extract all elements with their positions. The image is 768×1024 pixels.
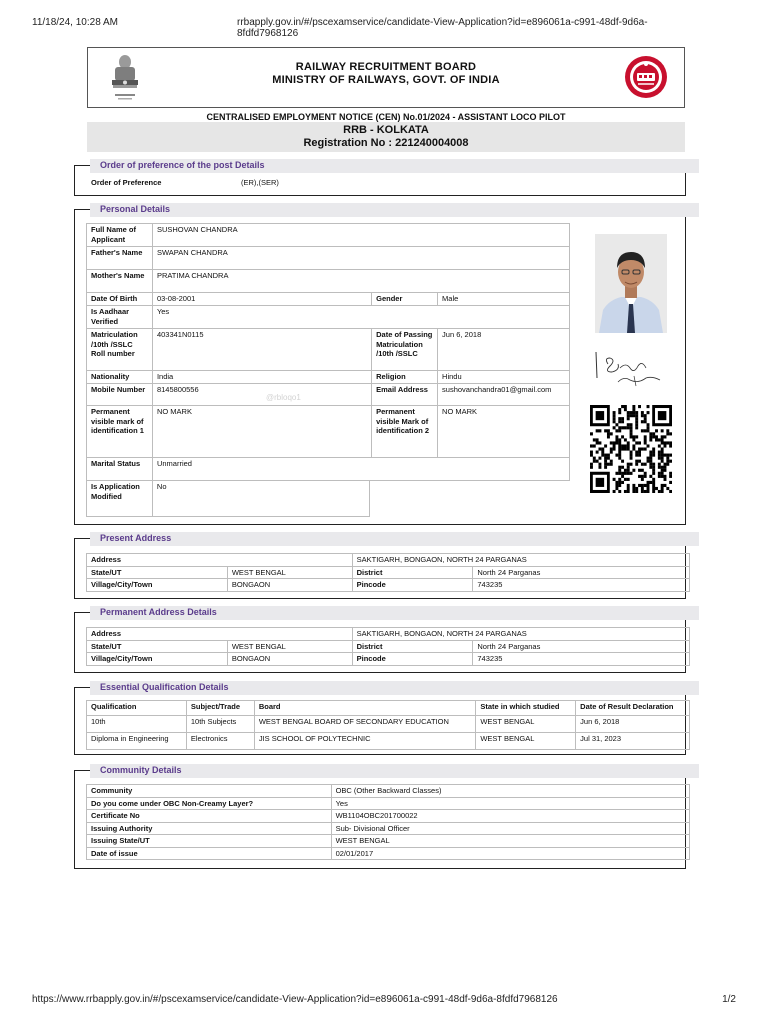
permanent-pincode-value: 743235 [473, 653, 690, 666]
gender-value: Male [438, 293, 570, 306]
table-header-row [87, 701, 690, 716]
nationality-value: India [152, 371, 371, 384]
table-cell: Jun 6, 2018 [576, 716, 690, 733]
table-cell: OBC (Other Backward Classes) [331, 785, 689, 798]
board-name: RAILWAY RECRUITMENT BOARD [295, 61, 477, 73]
father-value: SWAPAN CHANDRA [152, 247, 569, 270]
table-cell: Community [87, 785, 332, 798]
full-name-label: Full Name of Applicant [87, 224, 153, 247]
permanent-village-value: BONGAON [227, 653, 352, 666]
table-cell: WEST BENGAL [331, 835, 689, 848]
table-cell: Sub- Divisional Officer [331, 822, 689, 835]
table-cell: WB1104OBC201700022 [331, 810, 689, 823]
present-pincode-value: 743235 [473, 579, 690, 592]
nationality-label: Nationality [87, 371, 153, 384]
print-url: rrbapply.gov.in/#/pscexamservice/candidate-View-Application?id=e896061a-c991-48df-9d6a-8fdfd7968126 [237, 17, 648, 39]
table-row [87, 797, 690, 810]
permanent-district-value: North 24 Parganas [473, 640, 690, 653]
marital-label: Marital Status [87, 458, 153, 481]
table-row [87, 653, 690, 666]
preference-heading: Order of preference of the post Details [90, 159, 699, 173]
table-cell: Issuing Authority [87, 822, 332, 835]
present-state-label: State/UT [87, 566, 228, 579]
table-row [87, 329, 570, 371]
table-cell: 02/01/2017 [331, 847, 689, 860]
ministry-name: MINISTRY OF RAILWAYS, GOVT. OF INDIA [272, 74, 500, 86]
table-cell: Do you come under OBC Non-Creamy Layer? [87, 797, 332, 810]
table-row [87, 810, 690, 823]
email-label: Email Address [372, 384, 438, 406]
rrb-band [87, 122, 685, 152]
mother-value: PRATIMA CHANDRA [152, 270, 569, 293]
watermark-text: @rbloqo1 [266, 393, 301, 402]
column-header: Date of Result Declaration [576, 701, 690, 716]
community-table [86, 784, 690, 860]
preference-label: Order of Preference [91, 178, 162, 187]
mother-label: Mother's Name [87, 270, 153, 293]
table-row [87, 481, 370, 517]
applicant-signature [590, 348, 672, 388]
registration-number: Registration No : 221240004008 [303, 137, 469, 149]
table-cell: WEST BENGAL [476, 733, 576, 750]
table-cell: Issuing State/UT [87, 835, 332, 848]
column-header: State in which studied [476, 701, 576, 716]
religion-label: Religion [372, 371, 438, 384]
table-cell: Diploma in Engineering [87, 733, 187, 750]
cen-title: CENTRALISED EMPLOYMENT NOTICE (CEN) No.01/2024 - ASSISTANT LOCO PILOT [206, 112, 566, 122]
permanent-address-table [86, 627, 690, 666]
table-row [87, 458, 570, 481]
table-row [87, 785, 690, 798]
permanent-pincode-label: Pincode [352, 653, 473, 666]
full-name-value: SUSHOVAN CHANDRA [152, 224, 569, 247]
present-village-value: BONGAON [227, 579, 352, 592]
table-cell: Date of issue [87, 847, 332, 860]
matric-label: Matriculation /10th /SSLC Roll number [87, 329, 153, 371]
column-header: Subject/Trade [186, 701, 254, 716]
table-cell: Certificate No [87, 810, 332, 823]
table-row [87, 293, 570, 306]
qualification-table [86, 700, 690, 750]
table-row [87, 224, 570, 247]
table-row [87, 554, 690, 567]
table-row [87, 640, 690, 653]
table-cell: JIS SCHOOL OF POLYTECHNIC [254, 733, 476, 750]
mobile-label: Mobile Number [87, 384, 153, 406]
mark2-label: Permanent visible Mark of identification 2 [372, 406, 438, 458]
table-row [87, 579, 690, 592]
matric-date-label: Date of Passing Matriculation /10th /SSLC [372, 329, 438, 371]
modified-table [86, 480, 370, 517]
table-cell: 10th Subjects [186, 716, 254, 733]
dob-label: Date Of Birth [87, 293, 153, 306]
present-state-value: WEST BENGAL [227, 566, 352, 579]
matric-date-value: Jun 6, 2018 [438, 329, 570, 371]
permanent-state-value: WEST BENGAL [227, 640, 352, 653]
present-district-label: District [352, 566, 473, 579]
personal-table [86, 223, 570, 481]
table-cell: 10th [87, 716, 187, 733]
permanent-address-heading: Permanent Address Details [90, 606, 699, 620]
table-row [87, 406, 570, 458]
present-address-table [86, 553, 690, 592]
present-address-value: SAKTIGARH, BONGAON, NORTH 24 PARGANAS [352, 554, 689, 567]
qualification-heading: Essential Qualification Details [90, 681, 699, 695]
table-row [87, 306, 570, 329]
mark2-value: NO MARK [438, 406, 570, 458]
present-village-label: Village/City/Town [87, 579, 228, 592]
indian-railways-logo-icon [624, 55, 668, 99]
personal-heading: Personal Details [90, 203, 699, 217]
footer-url: https://www.rrbapply.gov.in/#/pscexamservice/candidate-View-Application?id=e896061a-c991-48df-9d6a-8fdfd7968126 [32, 994, 558, 1005]
applicant-photo [595, 234, 667, 333]
permanent-address-label: Address [87, 628, 353, 641]
print-timestamp: 11/18/24, 10:28 AM [32, 17, 118, 28]
present-pincode-label: Pincode [352, 579, 473, 592]
rrb-name: RRB - KOLKATA [343, 124, 429, 136]
permanent-district-label: District [352, 640, 473, 653]
aadhaar-label: Is Aadhaar Verified [87, 306, 153, 329]
permanent-address-value: SAKTIGARH, BONGAON, NORTH 24 PARGANAS [352, 628, 689, 641]
table-row [87, 733, 690, 750]
aadhaar-value: Yes [152, 306, 569, 329]
table-row [87, 628, 690, 641]
modified-label: Is Application Modified [87, 481, 153, 517]
table-cell: Electronics [186, 733, 254, 750]
mobile-value: 8145800556 [152, 384, 371, 406]
gender-label: Gender [372, 293, 438, 306]
community-heading: Community Details [90, 764, 699, 778]
father-label: Father's Name [87, 247, 153, 270]
present-district-value: North 24 Parganas [473, 566, 690, 579]
matric-value: 403341N0115 [152, 329, 371, 371]
dob-value: 03-08-2001 [152, 293, 371, 306]
table-row [87, 270, 570, 293]
modified-value: No [152, 481, 369, 517]
table-row [87, 247, 570, 270]
mark1-value: NO MARK [152, 406, 371, 458]
column-header: Qualification [87, 701, 187, 716]
present-address-label: Address [87, 554, 353, 567]
table-cell: Yes [331, 797, 689, 810]
table-row [87, 716, 690, 733]
table-cell: Jul 31, 2023 [576, 733, 690, 750]
present-address-heading: Present Address [90, 532, 699, 546]
table-row [87, 371, 570, 384]
column-header: Board [254, 701, 476, 716]
permanent-state-label: State/UT [87, 640, 228, 653]
table-row [87, 822, 690, 835]
letterhead [87, 47, 685, 108]
table-row [87, 847, 690, 860]
email-value: sushovanchandra01@gmail.com [438, 384, 570, 406]
page-number: 1/2 [722, 994, 736, 1005]
qr-code [590, 405, 672, 493]
table-cell: WEST BENGAL BOARD OF SECONDARY EDUCATION [254, 716, 476, 733]
table-row [87, 566, 690, 579]
preference-value: (ER),(SER) [241, 178, 279, 187]
table-cell: WEST BENGAL [476, 716, 576, 733]
marital-value: Unmarried [152, 458, 569, 481]
table-row [87, 835, 690, 848]
permanent-village-label: Village/City/Town [87, 653, 228, 666]
religion-value: Hindu [438, 371, 570, 384]
table-row [87, 384, 570, 406]
mark1-label: Permanent visible mark of identification 1 [87, 406, 153, 458]
preference-section [74, 160, 686, 196]
